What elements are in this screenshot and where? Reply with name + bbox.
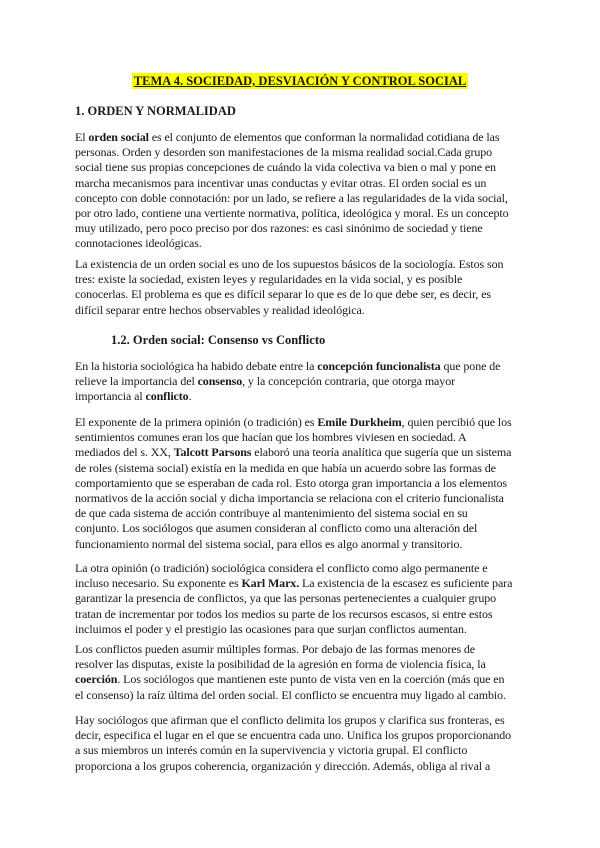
- text-run: importancia al: [75, 389, 146, 404]
- text-line: marcha mecanismos para incentivar unas conductas y evitar otras. El orden social es un: [75, 175, 487, 190]
- text-line: funcionamiento normal del sistema social, para ellos es algo anormal y transitorio.: [75, 536, 463, 551]
- text-run: incluso necesario. Su exponente es: [75, 576, 242, 591]
- text-line: connotaciones ideológicas.: [75, 236, 202, 251]
- text-line: a sus miembros un interés común en la supervivencia y victoria grupal. El conflicto: [75, 743, 468, 758]
- text-line: proporciona a los grupos coherencia, organización y dirección. Además, obliga al rival a: [75, 758, 491, 773]
- bold-term: conflicto: [145, 389, 189, 404]
- bold-term: coerción: [75, 672, 118, 687]
- paragraph-conflicto-grupos: [75, 713, 535, 774]
- text-line: conjunto. Los sociólogos que asumen consideran al conflicto como una alteración del: [75, 521, 478, 536]
- bold-term: Talcott Parsons: [173, 445, 252, 460]
- text-run: relieve la importancia del: [75, 374, 198, 389]
- section-heading-consenso-conflicto: 1.2. Orden social: Consenso vs Conflicto: [111, 333, 326, 347]
- text-run: mediados del s. XX,: [75, 445, 174, 460]
- text-run: , y la concepción contraria, que otorga mayor: [242, 374, 455, 389]
- text-line: difícil separar entre hechos observables y realidad ideológica.: [75, 302, 365, 317]
- text-line: de roles (sistema social) existía en la medida en que había un acuerdo sobre las formas de: [75, 460, 496, 475]
- text-line: concepto con doble connotación: por un lado, se refiere a las regularidades de la vida social,: [75, 190, 508, 205]
- text-line: decir, especifica el lugar en el que se encuentra cada uno. Unifica los grupos proporcionando: [75, 728, 512, 743]
- paragraph-orden-social: [75, 130, 535, 252]
- text-line: garantizar la presencia de conflictos, ya que las personas pertenecientes a cualquier grupo: [75, 591, 497, 606]
- text-line: tratan de incrementar por todos los medios su parte de los recursos escasos, si entre estos: [75, 606, 493, 621]
- document-title: TEMA 4. SOCIEDAD, DESVIACIÓN Y CONTROL SOCIAL: [133, 74, 467, 88]
- text-line: normativos de la acción social y dicha importancia se relaciona con el criterio funcionalista: [75, 491, 504, 506]
- section-heading-orden-normalidad: 1. ORDEN Y NORMALIDAD: [75, 104, 236, 118]
- text-line: por otro lado, contiene una vertiente normativa, política, ideológica y moral. Es un concepto: [75, 206, 509, 221]
- text-run: La existencia de la escasez es suficiente para: [299, 576, 513, 591]
- bold-term: consenso: [197, 374, 243, 389]
- title-wrap: [0, 72, 600, 90]
- text-run: . Los sociólogos que mantienen este punto de vista ven en la coerción (más que en: [117, 672, 505, 687]
- text-line: de que cada sistema de acción contribuye al mantenimiento del sistema social en su: [75, 506, 468, 521]
- text-line: tres: existe la sociedad, existen leyes y regularidades en la vida social, y es posible: [75, 272, 463, 287]
- text-run: El exponente de la primera opinión (o tradición) es: [75, 415, 318, 429]
- text-run: .: [188, 389, 192, 404]
- text-line: social tiene sus propias concepciones de cuándo la vida colectiva va bien o mal y pone en: [75, 160, 496, 175]
- text-run: que pone de: [440, 359, 501, 373]
- paragraph-marx: [75, 561, 535, 637]
- text-line: muy utilizado, pero poco preciso por dos razones: es casi sinónimo de sociedad y tiene: [75, 221, 483, 236]
- text-line: sentimientos comunes eran los que hacían que los hombres viviesen en sociedad. A: [75, 430, 467, 445]
- bold-term: orden social: [88, 130, 149, 144]
- text-line: comportamiento que se esperaban de cada rol. Esto otorga gran importancia a los elementos: [75, 475, 508, 490]
- bold-term: Emile Durkheim: [317, 415, 402, 429]
- text-run: elaboró una teoría analítica que sugería que un sistema: [251, 445, 512, 460]
- text-line: conocerlas. El problema es que es difícil separar lo que es de lo que debe ser, es decir, es: [75, 287, 492, 302]
- text-line: La otra opinión (o tradición) sociológica considera el conflicto como algo permanente e: [75, 561, 488, 575]
- paragraph-formas-conflicto: [75, 642, 535, 703]
- text-line: personas. Orden y desorden son manifestaciones de la misma realidad social.Cada grupo: [75, 145, 493, 160]
- text-run: El: [75, 130, 89, 144]
- paragraph-durkheim-parsons: [75, 415, 535, 552]
- text-line: Los conflictos pueden asumir múltiples formas. Por debajo de las formas menores de: [75, 642, 476, 656]
- text-line: Hay sociólogos que afirman que el conflicto delimita los grupos y clarifica sus fronteras, es: [75, 713, 505, 727]
- text-line: el consenso) la raíz última del orden social. El conflicto se encuentra muy ligado al cambio.: [75, 687, 506, 702]
- bold-term: Karl Marx.: [241, 576, 300, 591]
- text-run: , quien percibió que los: [401, 415, 512, 429]
- paragraph-supuestos: [75, 257, 535, 318]
- text-line: resolver las disputas, existe la posibilidad de la agresión en forma de violencia física, la: [75, 657, 486, 672]
- paragraph-debate: [75, 359, 535, 405]
- text-line: La existencia de un orden social es uno de los supuestos básicos de la sociología. Estos son: [75, 257, 504, 271]
- bold-term: concepción funcionalista: [317, 359, 441, 373]
- text-line: incluimos el poder y el prestigio las ocasiones para que surjan conflictos aumentan.: [75, 621, 467, 636]
- text-run: En la historia sociológica ha habido debate entre la: [75, 359, 318, 373]
- text-run: es el conjunto de elementos que conforman la normalidad cotidiana de las: [148, 130, 500, 144]
